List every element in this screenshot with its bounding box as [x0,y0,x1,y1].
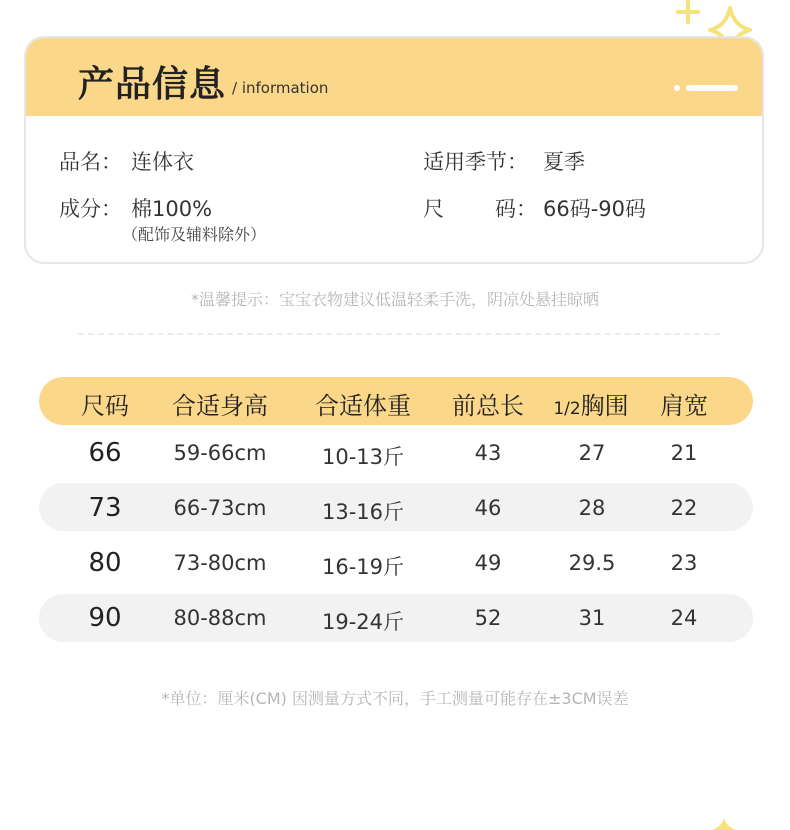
header-height: 合适身高 [172,392,268,420]
table-row-weight: 16-19斤 [321,555,405,579]
size-label-a: 尺 [423,197,444,221]
table-row-size: 90 [88,603,122,633]
table-row-height: 59-66cm [173,441,267,465]
table-row-chest: 29.5 [568,551,616,575]
table-row-chest: 31 [578,606,606,630]
size-label-b: 码： [495,197,537,221]
unit-note: *单位：厘米(CM) 因测量方式不同，手工测量可能存在±3CM误差 [161,689,629,708]
table-row-shoulder: 24 [670,606,698,630]
table-row-size: 80 [88,548,122,578]
header-chest-half: 1/2 [553,399,581,419]
table-row-size: 66 [88,438,122,468]
name-value: 连体衣 [131,150,194,174]
header-chest-label: 胸围 [580,392,629,420]
table-row-height: 80-88cm [173,606,267,630]
size-value: 66码-90码 [543,197,647,221]
table-row-weight: 10-13斤 [321,445,405,469]
table-row-shoulder: 21 [670,441,698,465]
table-row-shoulder: 22 [670,496,698,520]
header-decoration-bar [686,85,738,91]
table-row-length: 46 [474,496,502,520]
table-row-length: 52 [474,606,502,630]
material-value: 棉100% [131,197,213,221]
header-size: 尺码 [81,392,129,420]
table-row-chest: 28 [578,496,606,520]
header-shoulder: 肩宽 [660,392,708,420]
care-tip: *温馨提示：宝宝衣物建议低温轻柔手洗，阴凉处悬挂晾晒 [190,290,599,309]
table-row-length: 43 [474,441,502,465]
material-label: 成分： [59,197,122,221]
table-row-weight: 19-24斤 [321,610,405,634]
table-row-length: 49 [474,551,502,575]
product-info-card [24,36,764,264]
header-length: 前总长 [452,392,524,420]
card-subtitle: / information [232,79,329,97]
header-decoration-dot [674,85,680,91]
card-title: 产品信息 [78,64,227,105]
dashed-divider [78,333,720,335]
card-header [26,38,762,116]
table-row-chest: 27 [578,441,606,465]
header-chest [553,386,628,421]
sparkle-decoration-icon [712,818,736,830]
table-row-size: 73 [88,493,122,523]
header-weight: 合适体重 [315,392,411,420]
name-label: 品名： [59,150,122,174]
table-row-shoulder: 23 [670,551,698,575]
table-row-height: 66-73cm [173,496,267,520]
season-value: 夏季 [543,150,585,174]
table-row-weight: 13-16斤 [321,500,405,524]
season-label: 适用季节： [423,150,528,174]
table-row-height: 73-80cm [173,551,267,575]
material-note: （配饰及辅料除外） [122,225,267,244]
